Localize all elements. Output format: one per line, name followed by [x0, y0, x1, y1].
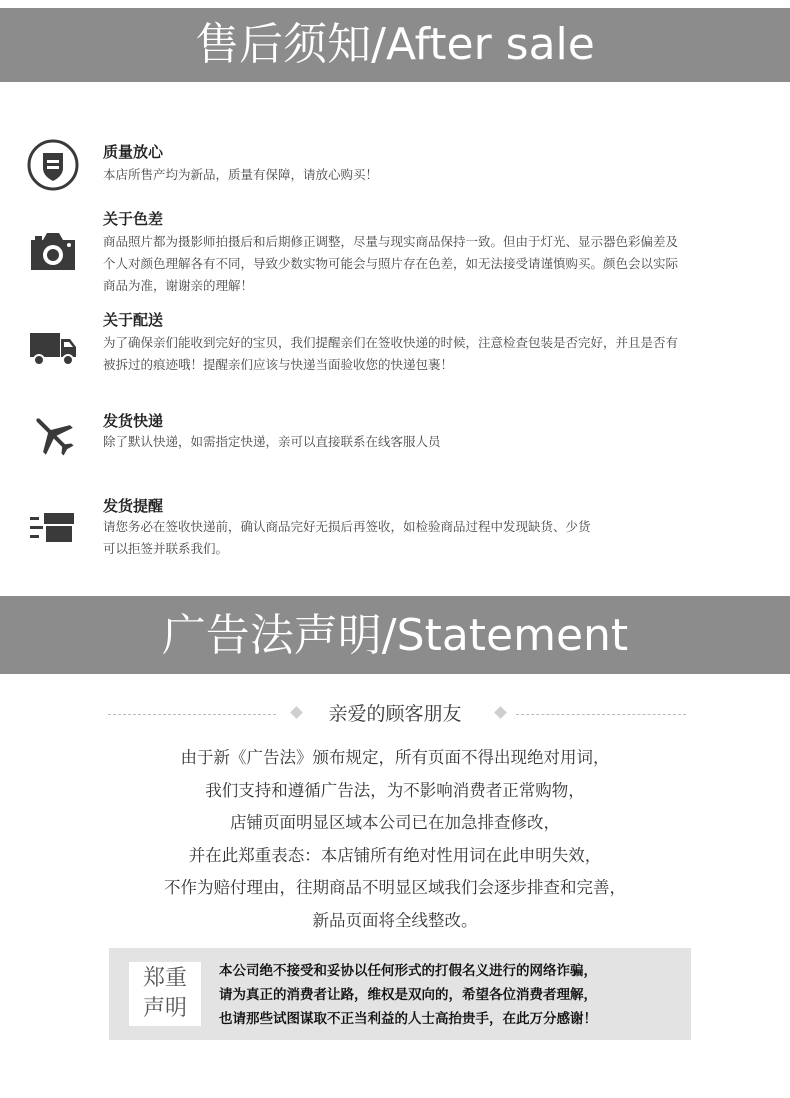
- camera-icon: [26, 226, 80, 280]
- statement-banner: 广告法声明/Statement: [0, 596, 790, 674]
- statement-line: 我们支持和遵循广告法，为不影响消费者正常购物，: [205, 780, 585, 800]
- statement-line: 店铺页面明显区域本公司已在加急排查修改，: [230, 813, 560, 832]
- desc-line: 可以拒签并联系我们。: [103, 541, 229, 556]
- solemn-notice-box: [109, 948, 691, 1040]
- statement-paragraph: [0, 742, 790, 937]
- greeting-row: [0, 700, 790, 728]
- statement-line: 新品页面将全线整改。: [312, 910, 478, 930]
- notice-line: 请为真正的消费者让路，维权是双向的，希望各位消费者理解，: [219, 987, 597, 1003]
- statement-line: 并在此郑重表态：本店铺所有绝对性用词在此申明失效，: [188, 845, 602, 865]
- desc-line: 请您务必在签收快递前，确认商品完好无损后再签收，如检验商品过程中发现缺货、少货: [103, 519, 591, 534]
- statement-line: 由于新《广告法》颁布规定，所有页面不得出现绝对用词，: [180, 748, 610, 767]
- notice-text: [219, 959, 689, 1031]
- statement-line: 不作为赔付理由，往期商品不明显区域我们会逐步排查和完善，: [164, 878, 626, 897]
- desc-line: 除了默认快递，如需指定快递，亲可以直接联系在线客服人员: [103, 434, 441, 449]
- top-strip: [0, 0, 790, 8]
- stamp-line: 郑重: [142, 966, 187, 991]
- desc-line: 为了确保亲们能收到完好的宝贝，我们提醒亲们在签收快递的时候，注意检查包装是否完好，并且是否有: [103, 335, 679, 350]
- notice-line: 本公司绝不接受和妥协以任何形式的打假名义进行的网络诈骗，: [219, 963, 597, 979]
- solemn-stamp: [129, 962, 201, 1026]
- divider-right: [516, 714, 686, 715]
- item-desc: [103, 332, 765, 376]
- item-desc: [103, 231, 765, 297]
- desc-line: 本店所售产均为新品，质量有保障，请放心购买！: [103, 167, 379, 182]
- stamp-line: 声明: [142, 996, 187, 1021]
- desc-line: 商品为准，谢谢亲的理解！: [103, 278, 254, 293]
- desc-line: 个人对颜色理解各有不同，导致少数实物可能会与照片存在色差，如无法接受请谨慎购买。颜色会以实际: [103, 256, 679, 271]
- desc-line: 被拆过的痕迹哦！提醒亲们应该与快递当面验收您的快递包裹！: [103, 357, 454, 372]
- greeting-text: 亲爱的顾客朋友: [328, 703, 462, 725]
- shield-icon: [26, 138, 80, 192]
- after-sale-banner: 售后须知/After sale: [0, 8, 790, 82]
- desc-line: 商品照片都为摄影师拍摄后和后期修正调整，尽量与现实商品保持一致。但由于灯光、显示器色彩偏差及: [103, 234, 679, 249]
- truck-icon: [26, 321, 80, 375]
- item-title: 发货快递: [103, 412, 164, 430]
- item-title: 发货提醒: [103, 497, 164, 515]
- airplane-icon: [26, 408, 80, 462]
- item-desc: [103, 431, 765, 453]
- item-title: 关于色差: [103, 210, 164, 228]
- item-desc: [103, 164, 765, 186]
- item-title: 质量放心: [103, 143, 164, 161]
- notice-line: 也请那些试图谋取不正当利益的人士高抬贵手，在此万分感谢！: [219, 1011, 597, 1027]
- item-desc: [103, 516, 765, 560]
- item-title: 关于配送: [103, 311, 164, 329]
- package-icon: [26, 501, 80, 555]
